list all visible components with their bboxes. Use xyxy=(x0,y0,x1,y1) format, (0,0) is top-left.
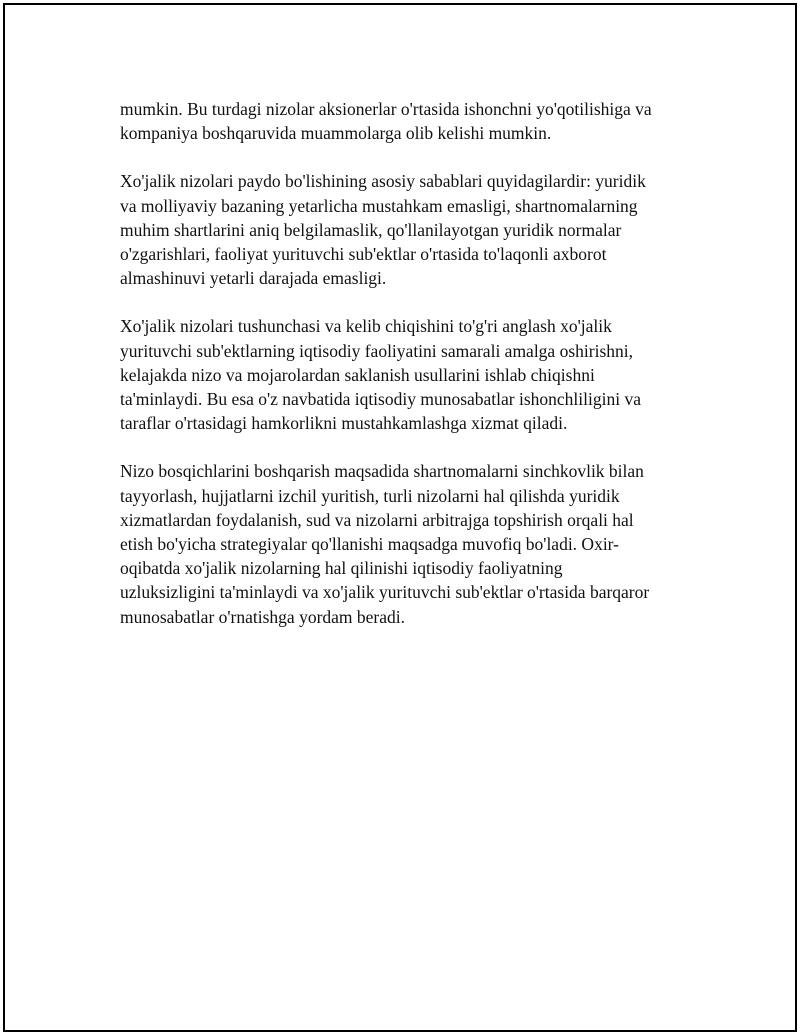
text-line: Xo'jalik nizolari tushunchasi va kelib chiqishini to'g'ri anglash xo'jalik xyxy=(120,316,612,337)
text-line: etish bo'yicha strategiyalar qo'llanishi maqsadga muvofiq bo'ladi. Oxir- xyxy=(120,534,619,555)
text-line: mumkin. Bu turdagi nizolar aksionerlar o'rtasida ishonchni yo'qotilishiga va xyxy=(120,99,652,119)
text-line: taraflar o'rtasidagi hamkorlikni mustahkamlashga xizmat qiladi. xyxy=(120,413,568,434)
document-page xyxy=(3,3,797,1032)
text-line: va molliyaviy bazaning yetarlicha mustahkam emasligi, shartnomalarning xyxy=(120,195,638,216)
paragraph xyxy=(120,314,695,435)
text-line: Xo'jalik nizolari paydo bo'lishining asosiy sabablari quyidagilardir: yuridik xyxy=(120,171,646,192)
text-line: ta'minlaydi. Bu esa o'z navbatida iqtisodiy munosabatlar ishonchliligini va xyxy=(120,389,642,410)
text-line: almashinuvi yetarli darajada emasligi. xyxy=(120,268,387,289)
paragraph xyxy=(120,169,695,290)
document-body xyxy=(120,97,695,653)
text-line: tayyorlash, hujjatlarni izchil yuritish, turli nizolarni hal qilishda yuridik xyxy=(120,485,620,506)
text-line: xizmatlardan foydalanish, sud va nizolarni arbitrajga topshirish orqali hal xyxy=(120,509,634,530)
text-line: muhim shartlarini aniq belgilamaslik, qo'llanilayotgan yuridik normalar xyxy=(120,219,622,240)
text-line: kompaniya boshqaruvida muammolarga olib kelishi mumkin. xyxy=(120,123,552,144)
text-line: yurituvchi sub'ektlarning iqtisodiy faoliyatini samarali amalga oshirishni, xyxy=(120,340,633,361)
text-line: Nizo bosqichlarini boshqarish maqsadida shartnomalarni sinchkovlik bilan xyxy=(120,461,644,482)
text-line: kelajakda nizo va mojarolardan saklanish usullarini ishlab chiqishni xyxy=(120,364,595,385)
paragraph xyxy=(120,97,695,145)
text-line: o'zgarishlari, faoliyat yurituvchi sub'ektlar o'rtasida to'laqonli axborot xyxy=(120,244,607,265)
text-line: munosabatlar o'rnatishga yordam beradi. xyxy=(120,606,406,627)
text-line: uzluksizligini ta'minlaydi va xo'jalik yurituvchi sub'ektlar o'rtasida barqaror xyxy=(120,582,650,603)
text-line: oqibatda xo'jalik nizolarning hal qilinishi iqtisodiy faoliyatning xyxy=(120,558,563,579)
paragraph xyxy=(120,459,695,628)
